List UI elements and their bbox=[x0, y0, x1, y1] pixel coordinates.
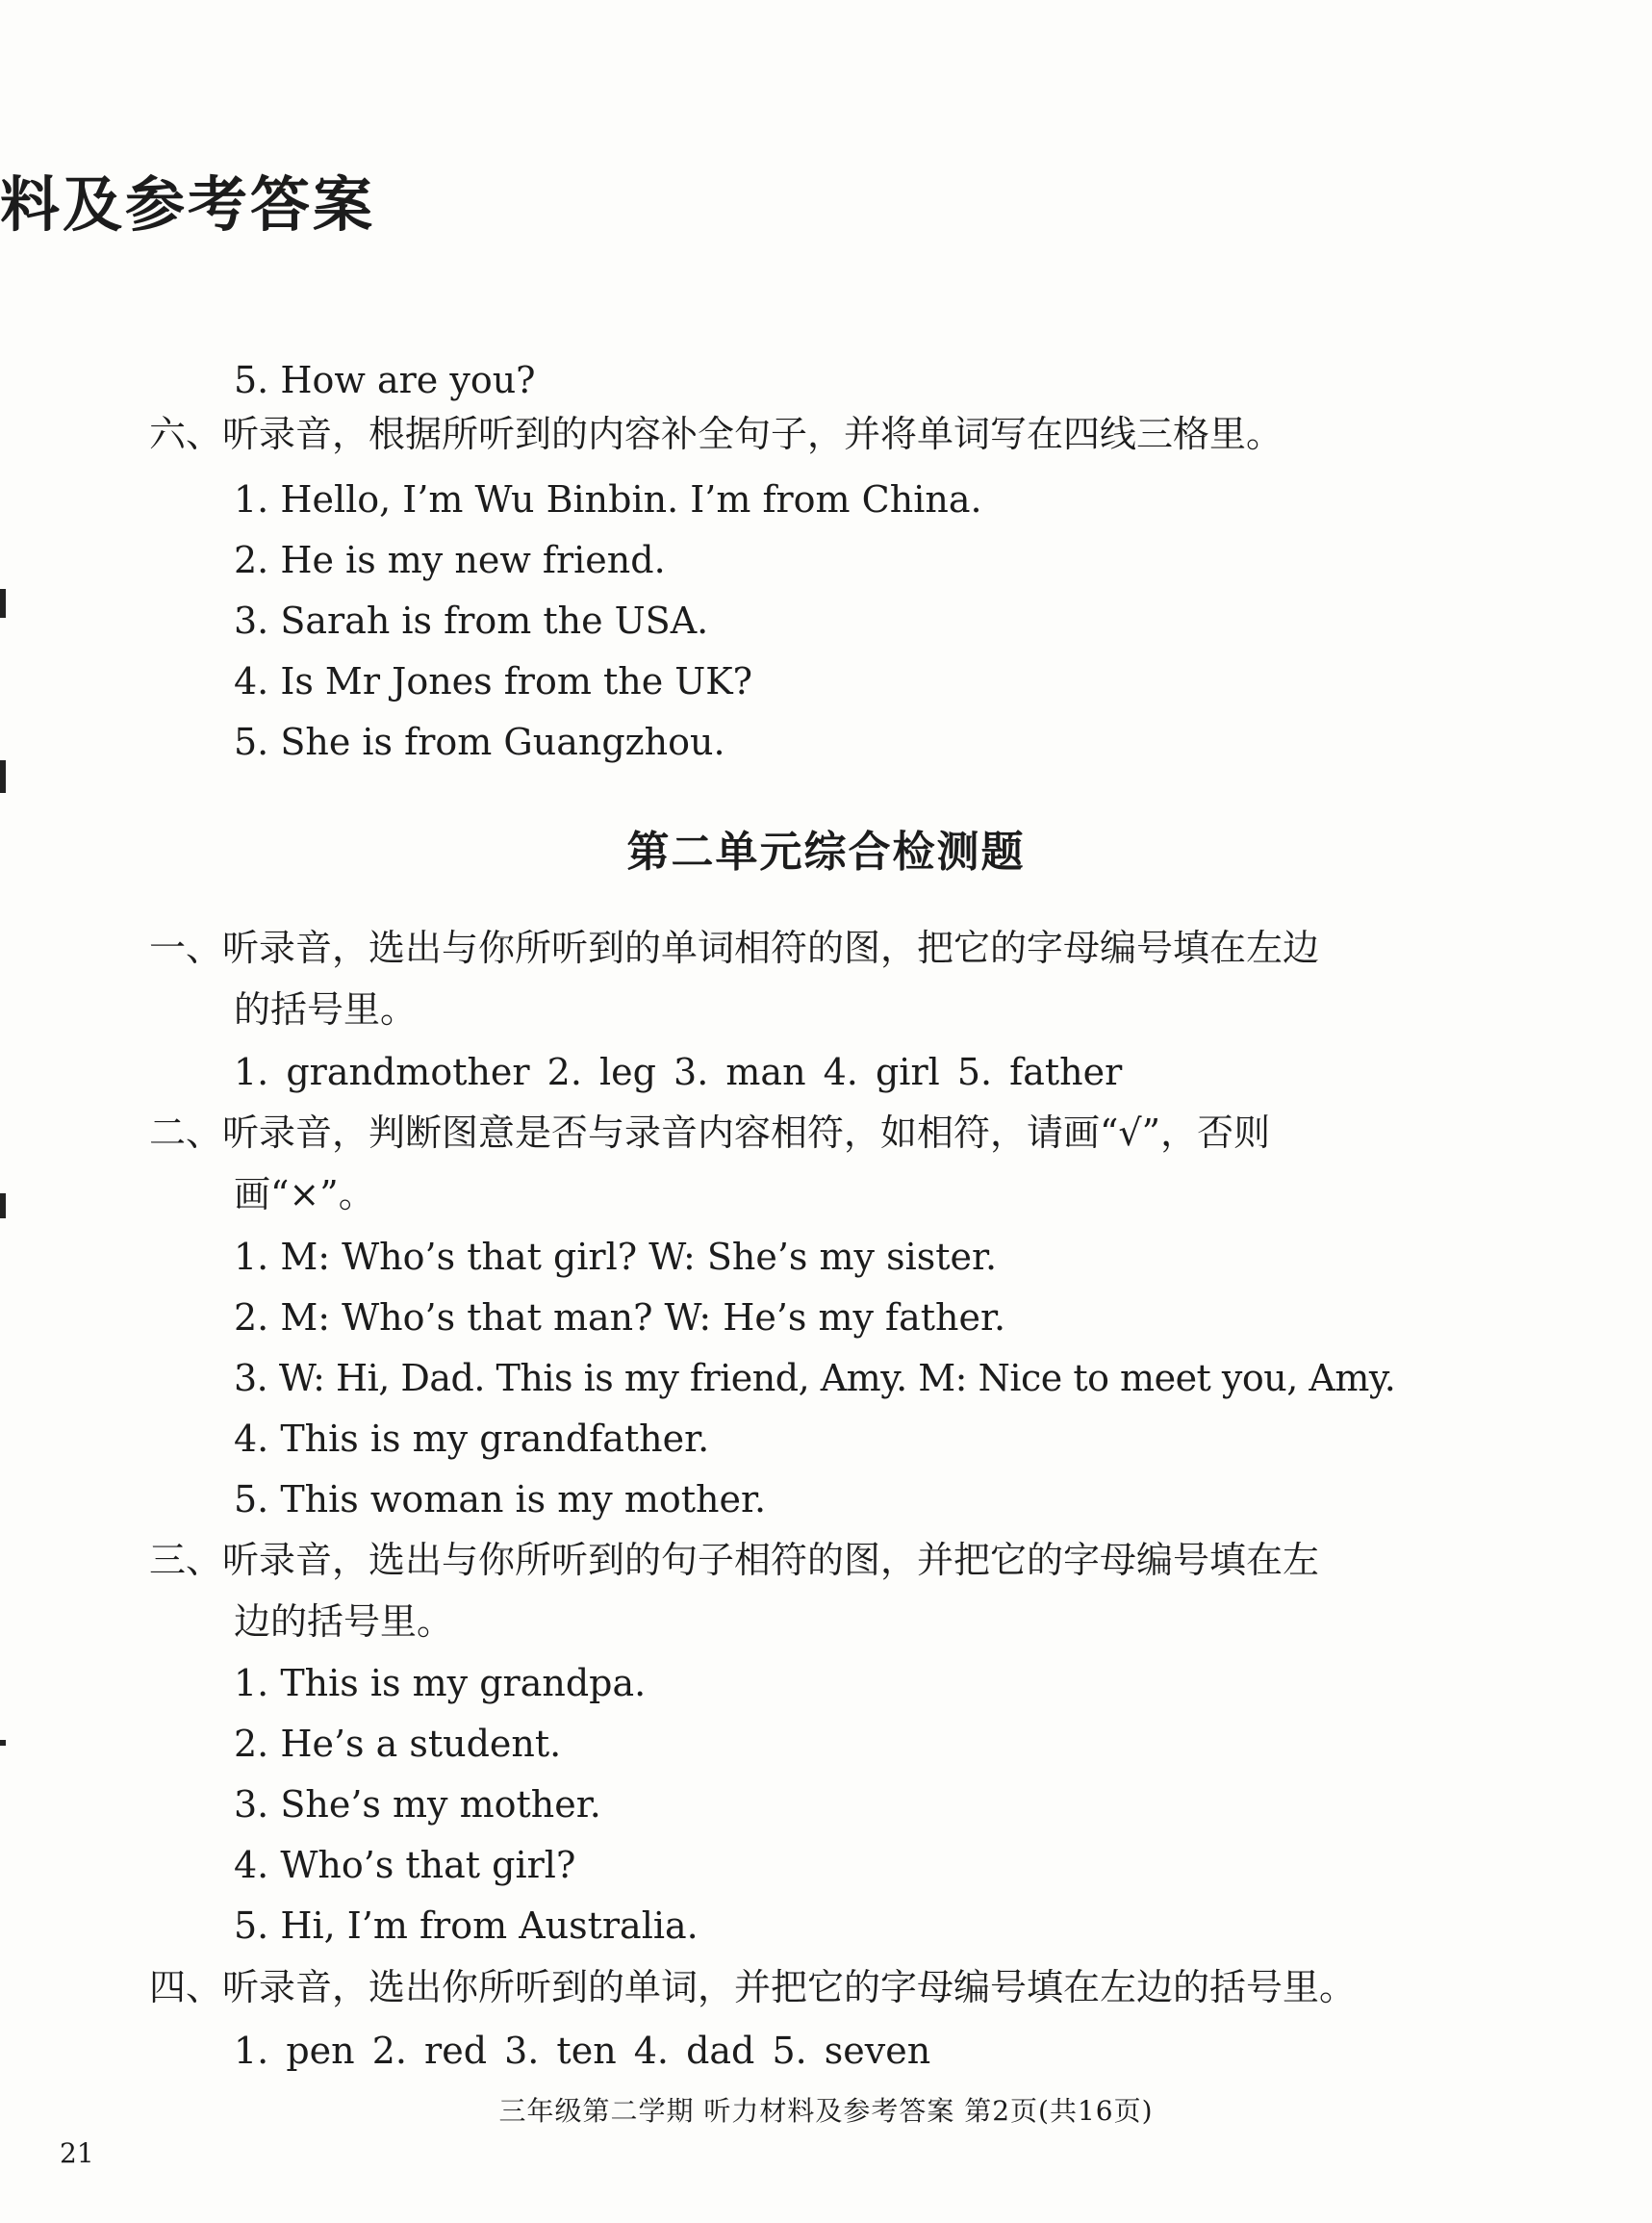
question-title: 二、听录音，判断图意是否与录音内容相符，如相符，请画“√”，否则 bbox=[149, 1112, 1271, 1154]
answer-row: 1. grandmother 2. leg 3. man 4. girl 5. father bbox=[234, 1051, 1123, 1093]
list-item: 2. He is my new friend. bbox=[234, 539, 666, 581]
question-title-continued: 边的括号里。 bbox=[234, 1600, 454, 1643]
list-item: 1. M: Who’s that girl? W: She’s my sister. bbox=[234, 1236, 998, 1278]
margin-mark bbox=[0, 589, 6, 618]
list-item: 3. W: Hi, Dad. This is my friend, Amy. M: Nice to meet you, Amy. bbox=[234, 1357, 1396, 1399]
list-item: 5. Hi, I’m from Australia. bbox=[234, 1904, 699, 1947]
question-title: 四、听录音，选出你所听到的单词，并把它的字母编号填在左边的括号里。 bbox=[149, 1966, 1357, 2008]
list-item: 3. Sarah is from the USA. bbox=[234, 600, 709, 642]
list-item: 4. This is my grandfather. bbox=[234, 1418, 710, 1460]
list-item: 4. Is Mr Jones from the UK? bbox=[234, 660, 753, 703]
list-item: 5. How are you? bbox=[234, 359, 536, 401]
list-item: 5. She is from Guangzhou. bbox=[234, 721, 725, 763]
page-header-title: 料及参考答案 bbox=[0, 169, 376, 240]
list-item: 2. M: Who’s that man? W: He’s my father. bbox=[234, 1296, 1006, 1339]
question-title: 三、听录音，选出与你所听到的句子相符的图，并把它的字母编号填在左 bbox=[149, 1539, 1320, 1581]
list-item: 1. Hello, I’m Wu Binbin. I’m from China. bbox=[234, 478, 982, 521]
list-item: 2. He’s a student. bbox=[234, 1723, 562, 1765]
margin-mark bbox=[0, 1740, 6, 1746]
answer-row: 1. pen 2. red 3. ten 4. dad 5. seven bbox=[234, 2030, 931, 2072]
question-title: 六、听录音，根据所听到的内容补全句子，并将单词写在四线三格里。 bbox=[149, 413, 1283, 455]
list-item: 1. This is my grandpa. bbox=[234, 1662, 647, 1704]
question-title: 一、听录音，选出与你所听到的单词相符的图，把它的字母编号填在左边 bbox=[149, 927, 1320, 969]
question-title-continued: 画“×”。 bbox=[234, 1173, 375, 1215]
section-title: 第二单元综合检测题 bbox=[626, 828, 1026, 877]
page-footer: 三年级第二学期 听力材料及参考答案 第2页(共16页) bbox=[498, 2095, 1154, 2127]
question-title-continued: 的括号里。 bbox=[234, 988, 418, 1031]
page-number: 21 bbox=[60, 2137, 94, 2169]
margin-mark bbox=[0, 760, 6, 793]
list-item: 4. Who’s that girl? bbox=[234, 1844, 576, 1886]
margin-mark bbox=[0, 1193, 6, 1218]
list-item: 5. This woman is my mother. bbox=[234, 1478, 767, 1520]
list-item: 3. She’s my mother. bbox=[234, 1783, 601, 1826]
